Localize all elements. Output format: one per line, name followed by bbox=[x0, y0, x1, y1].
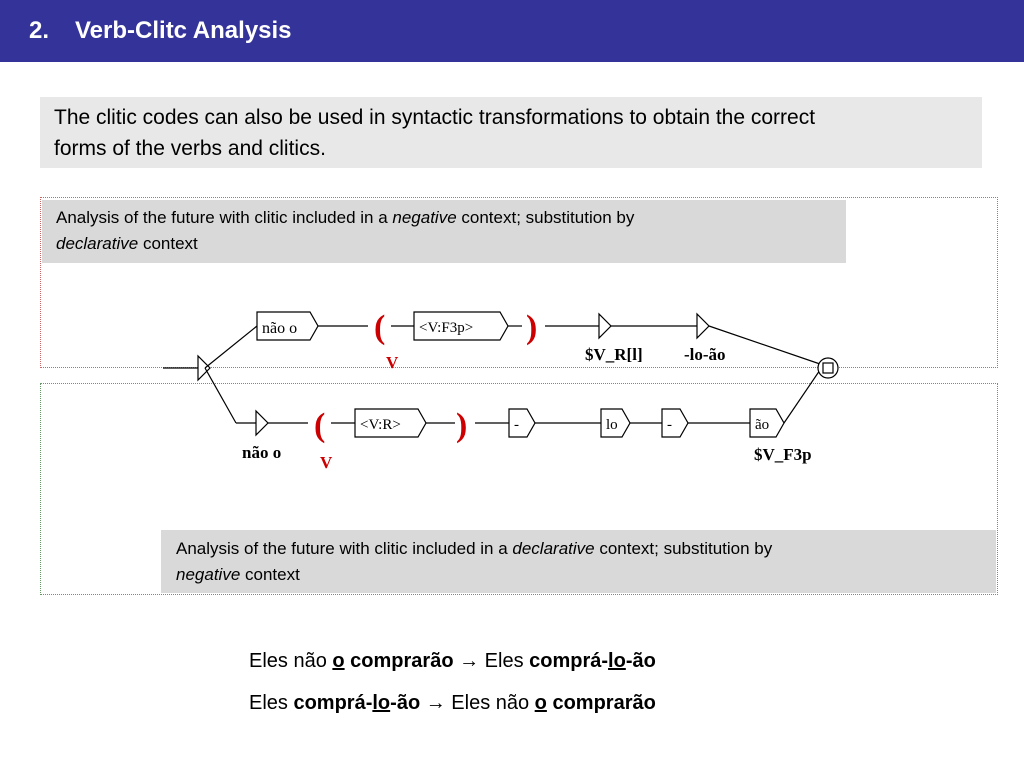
variable-label: V bbox=[386, 353, 399, 372]
output-node bbox=[599, 314, 611, 338]
output-node bbox=[256, 411, 268, 435]
example-1: Eles não o comprarão → Eles comprá-lo-ão bbox=[249, 650, 656, 672]
initial-state bbox=[198, 356, 210, 380]
node-label: <V:F3p> bbox=[419, 320, 474, 336]
node-label: <V:R> bbox=[360, 417, 401, 433]
caption-top: Analysis of the future with clitic included in a negative context; substitution by declarative context bbox=[42, 200, 846, 263]
edge bbox=[205, 326, 257, 368]
caption-bottom-em2: negative bbox=[176, 565, 241, 584]
open-paren: ( bbox=[374, 309, 386, 346]
variable-label: V bbox=[320, 453, 333, 472]
close-paren: ) bbox=[456, 407, 468, 444]
output-node bbox=[697, 314, 709, 338]
slide-title: Verb-Clitc Analysis bbox=[75, 17, 292, 44]
final-state-square bbox=[823, 363, 833, 373]
caption-bottom: Analysis of the future with clitic included in a declarative context; substitution by negative context bbox=[161, 530, 996, 593]
output-label: não o bbox=[242, 443, 282, 462]
caption-top-em1: negative bbox=[392, 208, 457, 227]
open-paren: ( bbox=[314, 407, 326, 444]
node-label: - bbox=[667, 417, 672, 433]
intro-line-1: The clitic codes can also be used in syntactic transformations to obtain the correct bbox=[54, 106, 816, 129]
intro-line-2: forms of the verbs and clitics. bbox=[54, 137, 326, 160]
edge bbox=[784, 370, 820, 423]
clitic-highlight: lo bbox=[608, 650, 626, 672]
node-box bbox=[662, 409, 688, 437]
close-paren: ) bbox=[526, 309, 538, 346]
node-box bbox=[509, 409, 535, 437]
caption-bottom-em1: declarative bbox=[512, 539, 595, 558]
example-2: Eles comprá-lo-ão → Eles não o comprarão bbox=[249, 692, 656, 714]
output-label: $V_F3p bbox=[754, 445, 812, 464]
output-label: $V_R[l] bbox=[585, 345, 643, 364]
clitic-highlight: o bbox=[332, 650, 345, 672]
section-number: 2. bbox=[29, 17, 50, 44]
edge bbox=[205, 368, 236, 423]
node-label: ão bbox=[755, 417, 770, 433]
edge bbox=[709, 326, 820, 364]
arrow: → bbox=[453, 650, 485, 672]
node-label: - bbox=[514, 417, 519, 433]
clitic-highlight: lo bbox=[372, 692, 391, 714]
node-label: não o bbox=[262, 320, 298, 337]
caption-top-em2: declarative bbox=[56, 234, 139, 253]
output-label: -lo-ão bbox=[684, 345, 726, 364]
clitic-highlight: o bbox=[534, 692, 547, 714]
node-label: lo bbox=[606, 417, 618, 433]
arrow: → bbox=[420, 692, 452, 714]
